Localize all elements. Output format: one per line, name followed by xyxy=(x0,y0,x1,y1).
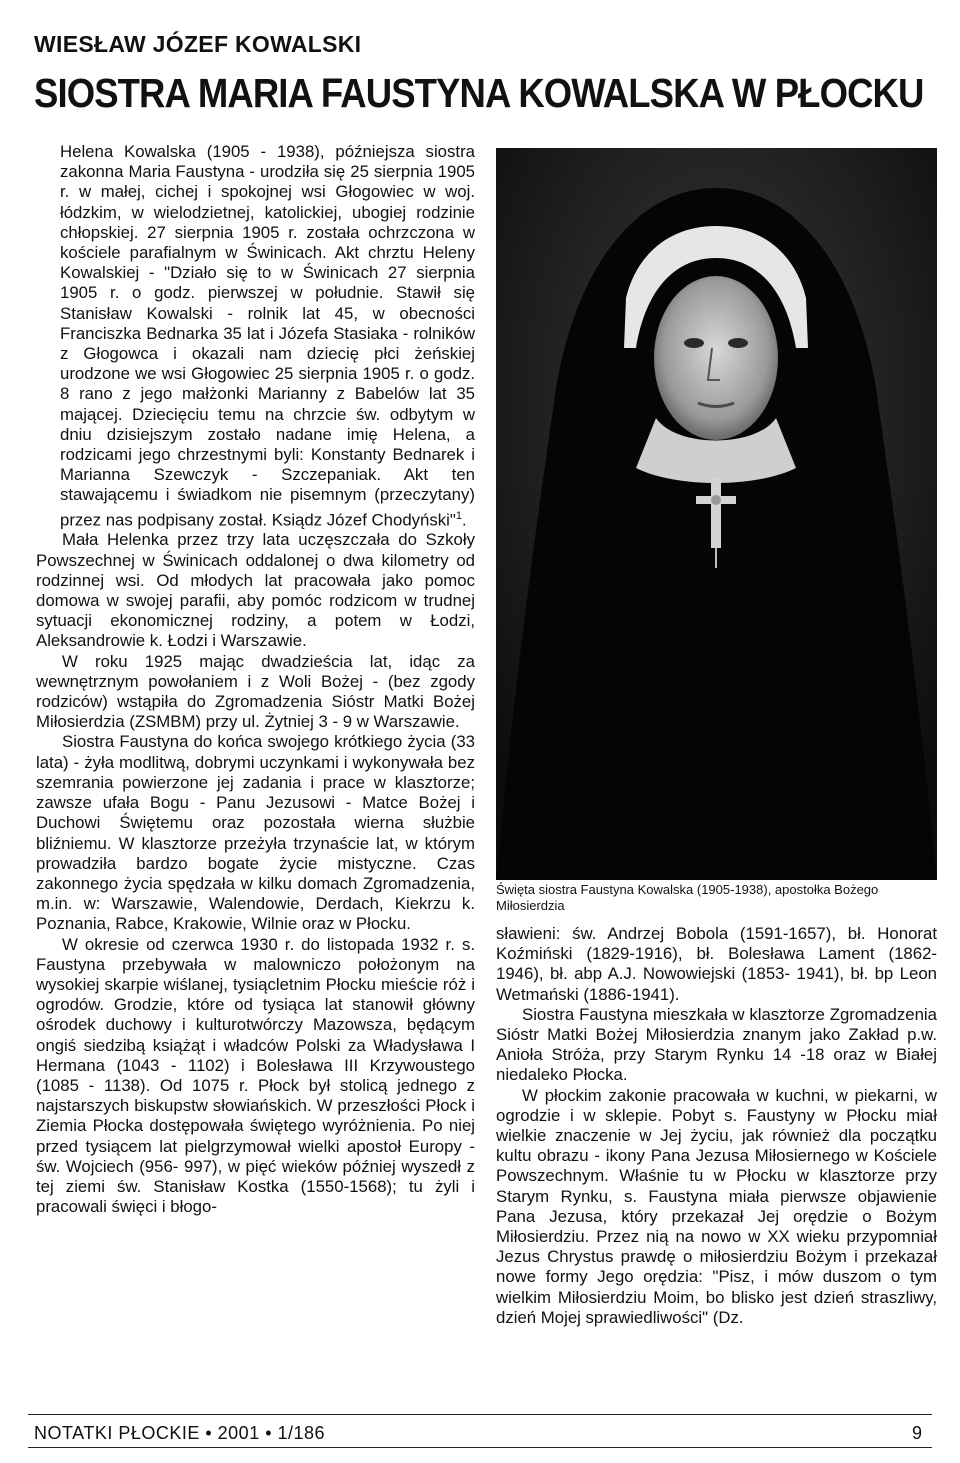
footnote-marker: 1 xyxy=(455,509,462,522)
page-number: 9 xyxy=(912,1423,923,1443)
paragraph-residence: Siostra Faustyna mieszkała w klasztorze Zgromadzenia Sióstr Matki Bożej Miłosierdzia znanym jako Zakład p.w. Anioła Stróża, przy Starym Rynku 14 -18 oraz w Białej niedaleko Płocka. xyxy=(496,1004,937,1085)
paragraph-convent-life: Siostra Faustyna do końca swojego krótkiego życia (33 lata) - żyła modlitwą, dobrymi uczynkami i wykonywała bez szemrania powierzone jej zadania i prace w klasztorze; zawsze ufała Bogu - Panu Jezusowi - Matce Bożej i Duchowi Świętemu oraz pozostała wierna służbie bliźniemu. W klasztorze przeżyła trzynaście lat, w którym prowadziła bardzo bogate życie mistyczne. Czas zakonnego życia spędzała w kilku domach Zgromadzenia, m.in. w: Warszawie, Walendowie, Derdach, Kiekrzu k. Poznania, Rabce, Krakowie, Wilnie oraz w Płocku. xyxy=(36,732,475,934)
right-column xyxy=(496,924,937,1328)
journal-citation: NOTATKI PŁOCKIE • 2001 • 1/186 xyxy=(34,1423,326,1443)
paragraph-blessed-list: sławieni: św. Andrzej Bobola (1591-1657), bł. Honorat Koźmiński (1829-1916), bł. Bolesława Lament (1862-1946), bł. abp A.J. Nowowiejski (1853- 1941), bł. bp Leon Wetmański (1886-1941). xyxy=(496,924,937,1004)
footer-bottom-rule xyxy=(28,1447,932,1448)
paragraph-intro xyxy=(36,142,475,530)
paragraph-revelation: W płockim zakonie pracowała w kuchni, w piekarni, w ogrodzie i w sklepie. Pobyt s. Faustyny w Płocku miał wielkie znaczenie w Jej życiu, jak również dla początku kultu obrazu - ikony Pana Jezusa Miłosiernego w Kościele Powszechnym. Właśnie tu w Płocku w klasztorze przy Starym Rynku, s. Faustyna miała pierwsze objawienie Pana Jezusa, który przekazał Jej orędzie o Bożym Miłosierdziu. Przez nią na nowo w XX wieku przypomniał Jezus Chrystus prawdę o miłosierdziu Bożym i przekazał nowe formy Jego orędzia: "Pisz, i mów duszom o tym wielkim Miłosierdziu Moim, bo blisko jest dzień straszliwy, dzień Mojej sprawiedliwości" (Dz. xyxy=(496,1085,937,1327)
paragraph-intro-text: Helena Kowalska (1905 - 1938), późniejsza siostra zakonna Maria Faustyna - urodziła się 25 sierpnia 1905 r. w małej, cichej i spokojnej wsi Głogowiec w woj. łódzkim, w wielodzietnej, katolickiej, ubogiej rodzinie chłopskiej. 27 sierpnia 1905 r. została ochrzczona w kościele parafialnym w Świnicach. Akt chrztu Heleny Kowalskiej - "Działo się to w Świnicach 27 sierpnia 1905 r. o godz. pierwszej w południe. Stawił się Stanisław Kowalski - rolnik lat 45, w obecności Franciszka Bednarka 35 lat i Józefa Stasiaka - rolników z Głogowca i okazali nam dziecię płci żeńskiej urodzone we wsi Głogowiec 25 sierpnia 1905 r. o godz. 8 rano z jego małżonki Marianny z Babelów lat 35 mającej. Dziecięciu temu na chrzcie św. odbytym w dniu dzisiejszym zostało nadane imię Helena, a rodzicami jego chrzestnymi byli: Konstanty Bednarek i Marianna Szewczyk - Szczepaniak. Akt ten stawającemu i świadkom nie pisemnym (przeczytany) przez nas podpisany został. Ksiądz Józef Chodyński" xyxy=(60,142,475,530)
nun-portrait-image xyxy=(496,148,937,880)
left-column xyxy=(36,142,475,1217)
paragraph-vocation: W roku 1925 mając dwadzieścia lat, idąc za wewnętrznym powołaniem i z Woli Bożej - (bez zgody rodziców) wstąpiła do Zgromadzenia Sióstr Matki Bożej Miłosierdzia (ZSMBM) przy ul. Żytniej 3 - 9 w Warszawie. xyxy=(36,651,475,732)
paragraph-intro-end: . xyxy=(461,510,467,530)
footer-top-rule xyxy=(28,1414,932,1415)
paragraph-school: Mała Helenka przez trzy lata uczęszczała do Szkoły Powszechnej w Świnicach oddalonej o dwa kilometry od rodzinnej wsi. Od młodych lat pracowała jako pomoc domowa w swojej parafii, aby pomóc rodzicom w trudnej sytuacji ekonomicznej rodziny, a potem w Łodzi, Aleksandrowie k. Łodzi i Warszawie. xyxy=(36,530,475,651)
photo-caption: Święta siostra Faustyna Kowalska (1905-1938), apostołka Bożego Miłosierdzia xyxy=(496,882,879,913)
article-title: SIOSTRA MARIA FAUSTYNA KOWALSKA W PŁOCKU xyxy=(34,70,924,116)
portrait-photo xyxy=(496,148,937,880)
paragraph-plock-stay: W okresie od czerwca 1930 r. do listopada 1932 r. s. Faustyna przebywała w malowniczo położonym na wysokiej skarpie wiślanej, tysiącletnim Płocku mieście róż i ogrodów. Grodzie, które od tysiąca lat stanowił główny ośrodek duchowy i kulturotwórczy Mazowsza, będącym ongiś siedzibą książąt i władców Polski za Władysława I Hermana (1043 - 1102) i Bolesława III Krzywoustego (1085 - 1138). Od 1075 r. Płock był stolicą jednego z najstarszych biskupstw słowiańskich. W przeszłości Płock i Ziemia Płocka dostępowała świętego wyróżnienia. Po niej przed tysiącem lat pielgrzymował wielki apostoł Europy - św. Wojciech (956- 997), w pięć wieków później wyszedł z tej ziemi św. Stanisław Kostka (1550-1568); tu żyli i pracowali święci i błogo- xyxy=(36,934,475,1217)
author-name: WIESŁAW JÓZEF KOWALSKI xyxy=(34,31,362,57)
